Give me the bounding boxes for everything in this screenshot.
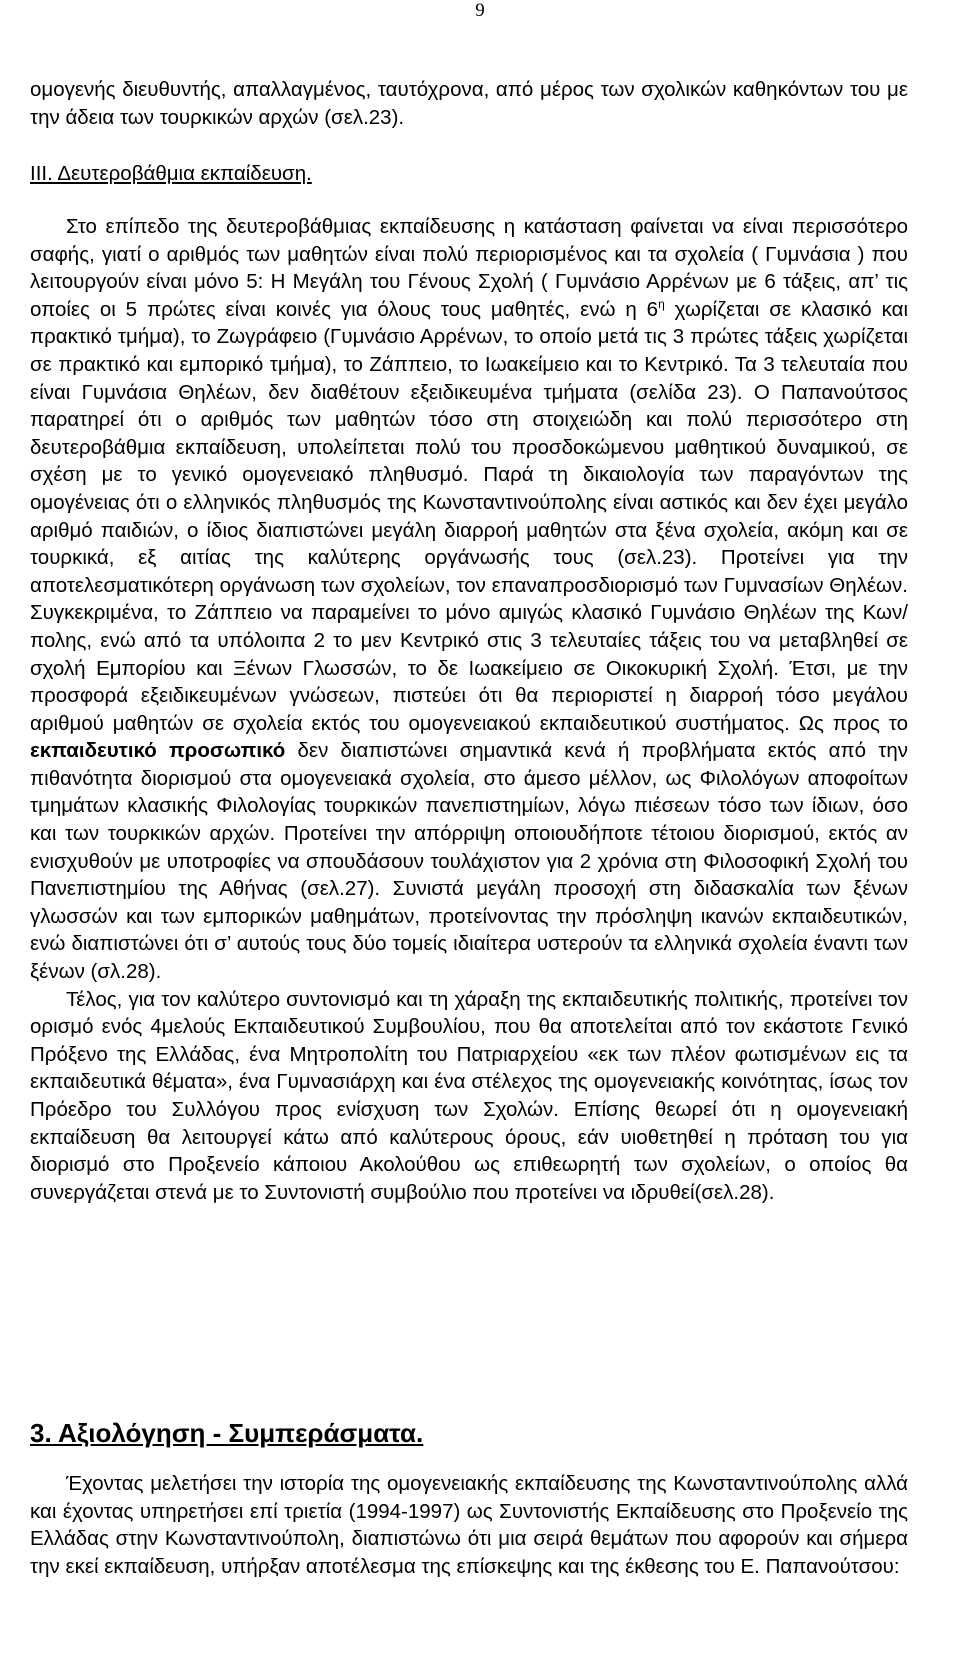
paragraph-secondary-education bbox=[30, 213, 908, 986]
paragraph-text: δεν διαπιστώνει σημαντικά κενά ή προβλήματα εκτός από την πιθανότητα διορισμού στα ομογενειακά σχολεία, στο άμεσο μέλλον, ως Φιλολόγων αποφοίτων τμημάτων κλασικής Φιλολογίας τουρκικών πανεπιστημίων, λόγω πιέσεων τόσο των ίδιων, όσο και των τουρκικών αρχών. Προτείνει την απόρριψη οποιουδήποτε τέτοιου διορισμού, εκτός αν ενισχυθούν με υποτροφίες να σπουδάσουν τουλάχιστον για 2 χρόνια στη Φιλοσοφική Σχολή του Πανεπιστημίου της Αθήνας (σελ.27). Συνιστά μεγάλη προσοχή στη διδασκαλία των ξένων γλωσσών και των εμπορικών μαθημάτων, προτείνοντας την πρόσληψη ικανών εκπαιδευτικών, ενώ διαπιστώνει ότι σ’ αυτούς τους δύο τομείς ιδιαίτερα υστερούν τα ελληνικά σχολεία έναντι των ξένων (σλ.28). bbox=[30, 739, 909, 984]
paragraph-text: χωρίζεται σε κλασικό και πρακτικό τμήμα), το Ζωγράφειο (Γυμνάσιο Αρρένων, το οποίο μετά τις 3 πρώτες τάξεις χωρίζεται σε πρακτικό και εμπορικό τμήμα), το Ζάππειο, το Ιωακείμειο και το Κεντρικό. Τα 3 τελευταία που είναι Γυμνάσια Θηλέων, δεν διαθέτουν εξειδικευμένα τμήματα (σελίδα 23). Ο Παπανούτσος παρατηρεί ότι ο αριθμός των μαθητών τόσο στη στοιχειώδη και πολύ περισσότερο στη δευτεροβάθμια εκπαίδευση, υπολείπεται πολύ του προσδοκώμενου μαθητικού δυναμικού, σε σχέση με το γενικό ομογενειακό πληθυσμό. Παρά τη δικαιολογία των παραγόντων της ομογένειας ότι ο ελληνικός πληθυσμός της Κωνσταντινούπολης είναι αστικός και δεν έχει μεγάλο αριθμό παιδιών, ο ίδιος διαπιστώνει μεγάλη διαρροή μαθητών στα ξένα σχολεία, ακόμη και σε τουρκικά, εξ αιτίας της καλύτερης οργάνωσής τους (σελ.23). Προτείνει για την αποτελεσματικότερη οργάνωση των σχολείων, τον επαναπροσδιορισμό των Γυμνασίων Θηλέων. Συγκεκριμένα, το Ζάππειο να παραμείνει το μόνο αμιγώς κλασικό Γυμνάσιο Θηλέων της Κων/πολης, ενώ από τα υπόλοιπα 2 το μεν Κεντρικό στις 3 τελευταίες τάξεις του να μεταβληθεί σε σχολή Εμπορίου και Ξένων Γλωσσών, το δε Ιωακείμειο σε Οικοκυρική Σχολή. Έτσι, με την προσφορά εξειδικευμένων γνώσεων, πιστεύει ότι θα περιοριστεί η διαρροή τόσο μεγάλου αριθμού μαθητών σε σχολεία εκτός του ομογενειακού εκπαιδευτικού συστήματος. Ως προς το bbox=[30, 297, 908, 735]
section-heading: 3. Αξιολόγηση - Συμπεράσματα. bbox=[30, 1418, 424, 1448]
bold-term: εκπαιδευτικό προσωπικό bbox=[30, 739, 286, 763]
section-title: ΙΙΙ. Δευτεροβάθμια εκπαίδευση. bbox=[30, 162, 312, 185]
paragraph-text: Στο επίπεδο της δευτεροβάθμιας εκπαίδευσης η κατάσταση φαίνεται να είναι περισσότερο σαφής, γιατί ο αριθμός των μαθητών είναι πολύ περιορισμένος και τα σχολεία ( Γυμνάσια ) που λειτουργούν είναι μόνο 5: Η Μεγάλη του Γένους Σχολή ( Γυμνάσιο Αρρένων με 6 τάξεις, απ’ τις οποίες οι 5 πρώτες είναι κοινές για όλους τους μαθητές, ενώ η 6 bbox=[30, 215, 908, 321]
evaluation-block bbox=[30, 1470, 908, 1580]
section-title-block bbox=[30, 160, 908, 188]
intro-paragraph-block bbox=[30, 76, 908, 131]
paragraph-council-proposal: Τέλος, για τον καλύτερο συντονισμό και τη χάραξη της εκπαιδευτικής πολιτικής, προτείνει τον ορισμό ενός 4μελούς Εκπαιδευτικού Συμβουλίου, που θα αποτελείται από τον εκάστοτε Γενικό Πρόξενο της Ελλάδας, ένα Μητροπολίτη του Πατριαρχείου «εκ των πλέον φωτισμένων εις τα εκπαιδευτικά θέματα», ένα Γυμνασιάρχη και ένα στέλεχος της ομογενειακής κοινότητας, ίσως τον Πρόεδρο του Συλλόγου προς ενίσχυση των Σχολών. Επίσης θεωρεί ότι η ομογενειακή εκπαίδευση θα λειτουργεί κάτω από καλύτερους όρους, εάν υιοθετηθεί η πρόταση του για διορισμό στο Προξενείο κάποιου Ακολούθου ως επιθεωρητή των σχολείων, ο οποίος θα συνεργάζεται στενά με το Συντονιστή συμβούλιο που προτείνει να ιδρυθεί(σελ.28). bbox=[30, 987, 908, 1204]
body-text bbox=[30, 213, 908, 1206]
superscript: η bbox=[658, 296, 665, 311]
intro-paragraph: ομογενής διευθυντής, απαλλαγμένος, ταυτόχρονα, από μέρος των σχολικών καθηκόντων του με την άδεια των τουρκικών αρχών (σελ.23). bbox=[30, 78, 908, 129]
page-number: 9 bbox=[475, 0, 485, 21]
paragraph-evaluation: Έχοντας μελετήσει την ιστορία της ομογενειακής εκπαίδευσης της Κωνσταντινούπολης αλλά και έχοντας υπηρετήσει επί τριετία (1994-1997) ως Συντονιστής Εκπαίδευσης στο Προξενείο της Ελλάδας στην Κωνσταντινούπολη, διαπιστώνω ότι μια σειρά θεμάτων που αφορούν και σήμερα την εκεί εκπαίδευση, υπήρξαν αποτέλεσμα της επίσκεψης και της έκθεσης του Ε. Παπανούτσου: bbox=[30, 1472, 908, 1578]
